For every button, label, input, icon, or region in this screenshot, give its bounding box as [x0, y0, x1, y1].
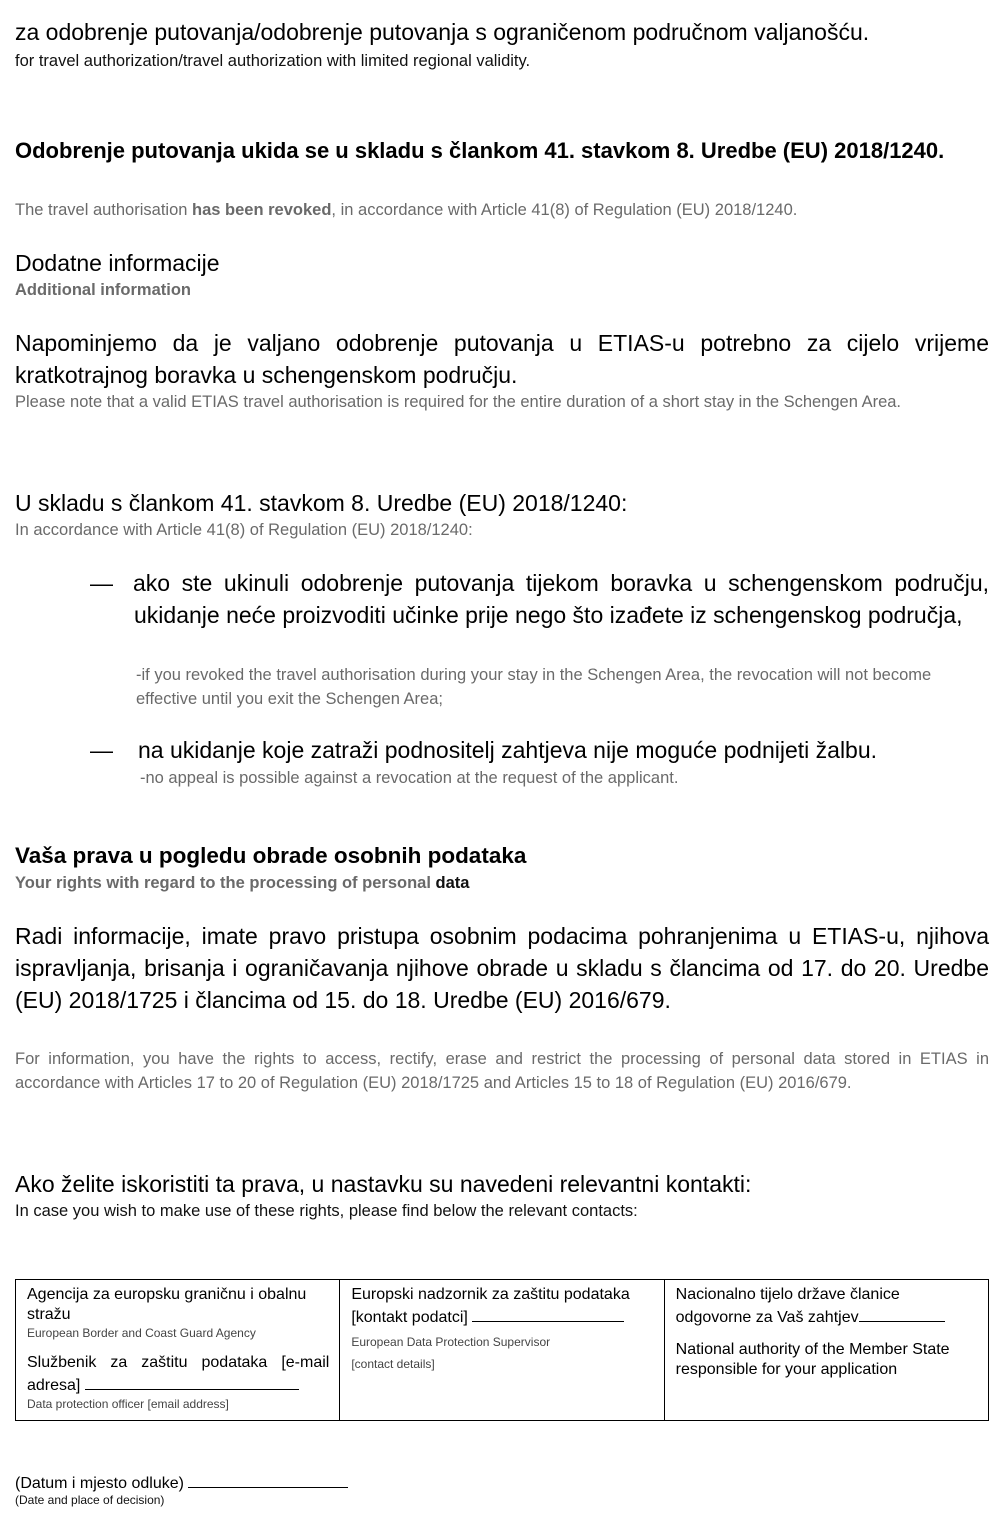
- note-en: Please note that a valid ETIAS travel authorisation is required for the entire duration of a short stay in the Schengen Area.: [15, 393, 902, 411]
- revocation-en-bold: has been revoked: [192, 201, 332, 219]
- revocation-heading: Odobrenje putovanja ukida se u skladu s člankom 41. stavkom 8. Uredbe (EU) 2018/1240.: [15, 138, 945, 163]
- intro-hr: za odobrenje putovanja/odobrenje putovanja s ograničenom područnom valjanošću.: [15, 19, 870, 45]
- contacts-row: [16, 1280, 989, 1421]
- edps-name: [351, 1285, 653, 1328]
- decision-en: (Date and place of decision): [15, 1493, 165, 1507]
- frontex-name-en: European Border and Coast Guard Agency: [27, 1326, 256, 1340]
- contact-cell-national: [664, 1280, 988, 1421]
- decision-hr: [15, 1471, 615, 1494]
- contacts-intro-hr: Ako želite iskoristiti ta prava, u nastavku su navedeni relevantni kontakti:: [15, 1171, 752, 1197]
- contacts-table: [15, 1279, 989, 1421]
- decision-hr-label: (Datum i mjesto odluke): [15, 1475, 184, 1492]
- frontex-name: Agencija za europsku graničnu i obalnu stražu: [27, 1286, 307, 1323]
- national-authority-name: [676, 1285, 978, 1328]
- frontex-officer: [27, 1353, 329, 1396]
- additional-heading: Dodatne informacije: [15, 250, 220, 276]
- frontex-officer-label: Službenik za zaštitu podataka [e-mail adresa]: [27, 1354, 330, 1394]
- national-authority-blank: [859, 1305, 945, 1322]
- edps-name-label: Europski nadzornik za zaštitu podataka [kontakt podatci]: [351, 1286, 630, 1326]
- national-authority-en: National authority of the Member State responsible for your application: [675, 1341, 950, 1378]
- bullet-1-hr: [134, 567, 989, 631]
- revocation-en-prefix: The travel authorisation: [15, 201, 193, 219]
- frontex-officer-blank: [85, 1373, 299, 1390]
- revocation-en: [15, 198, 995, 222]
- edps-contact-blank: [472, 1305, 624, 1322]
- national-authority-label: Nacionalno tijelo države članice odgovorne za Vaš zahtjev: [675, 1286, 900, 1326]
- bullet-2-en: -no appeal is possible against a revocation at the request of the applicant.: [140, 769, 679, 787]
- rights-heading-en: [15, 872, 995, 894]
- contact-cell-frontex: [16, 1280, 340, 1421]
- rights-hr: Radi informacije, imate pravo pristupa osobnim podacima pohranjenima u ETIAS-u, njihova ispravljanja, brisanja i ograničavanja njihove obrade u skladu s člancima od 17. do 20. Uredbe (EU) 2018/1725 i člancima od 15. do 18. Uredbe (EU) 2016/679.: [15, 923, 989, 1013]
- bullet-2-dash: —: [90, 737, 113, 763]
- rights-heading-en-black: data: [435, 874, 470, 892]
- contacts-intro-en: In case you wish to make use of these rights, please find below the relevant contacts:: [15, 1202, 638, 1220]
- bullet-1-en: -if you revoked the travel authorisation during your stay in the Schengen Area, the revocation will not become effective until you exit the Schengen Area;: [136, 666, 932, 708]
- article-hr: U skladu s člankom 41. stavkom 8. Uredbe (EU) 2018/1240:: [15, 490, 628, 516]
- rights-en: For information, you have the rights to access, rectify, erase and restrict the processing of personal data stored in ETIAS in accordance with Articles 17 to 20 of Regulation (EU) 2018/1725 and Articles 15 to 18 of Regulation (EU) 2016/679.: [15, 1050, 989, 1092]
- frontex-officer-en: Data protection officer [email address]: [27, 1397, 229, 1411]
- note-hr: Napominjemo da je valjano odobrenje putovanja u ETIAS-u potrebno za cijelo vrijeme kratkotrajnog boravka u schengenskom području.: [15, 330, 989, 388]
- rights-heading: Vaša prava u pogledu obrade osobnih podataka: [15, 843, 527, 868]
- edps-details-en: [contact details]: [351, 1357, 435, 1371]
- bullet-2-hr: na ukidanje koje zatraži podnositelj zahtjeva nije moguće podnijeti žalbu.: [138, 737, 878, 763]
- rights-heading-en-grey: Your rights with regard to the processing of personal: [15, 874, 431, 892]
- edps-name-en: European Data Protection Supervisor: [351, 1335, 551, 1349]
- intro-en: for travel authorization/travel authorization with limited regional validity.: [15, 52, 531, 70]
- contact-cell-edps: [340, 1280, 664, 1421]
- bullet-1-hr-text: ako ste ukinuli odobrenje putovanja tijekom boravka u schengenskom području, ukidanje neće proizvoditi učinke prije nego što izađete iz schengenskog područja,: [133, 570, 989, 628]
- bullet-1-dash: —: [90, 570, 113, 596]
- decision-blank: [188, 1471, 348, 1488]
- revocation-en-suffix: , in accordance with Article 41(8) of Regulation (EU) 2018/1240.: [331, 201, 798, 219]
- additional-heading-en: Additional information: [15, 281, 191, 299]
- article-en: In accordance with Article 41(8) of Regulation (EU) 2018/1240:: [15, 521, 473, 539]
